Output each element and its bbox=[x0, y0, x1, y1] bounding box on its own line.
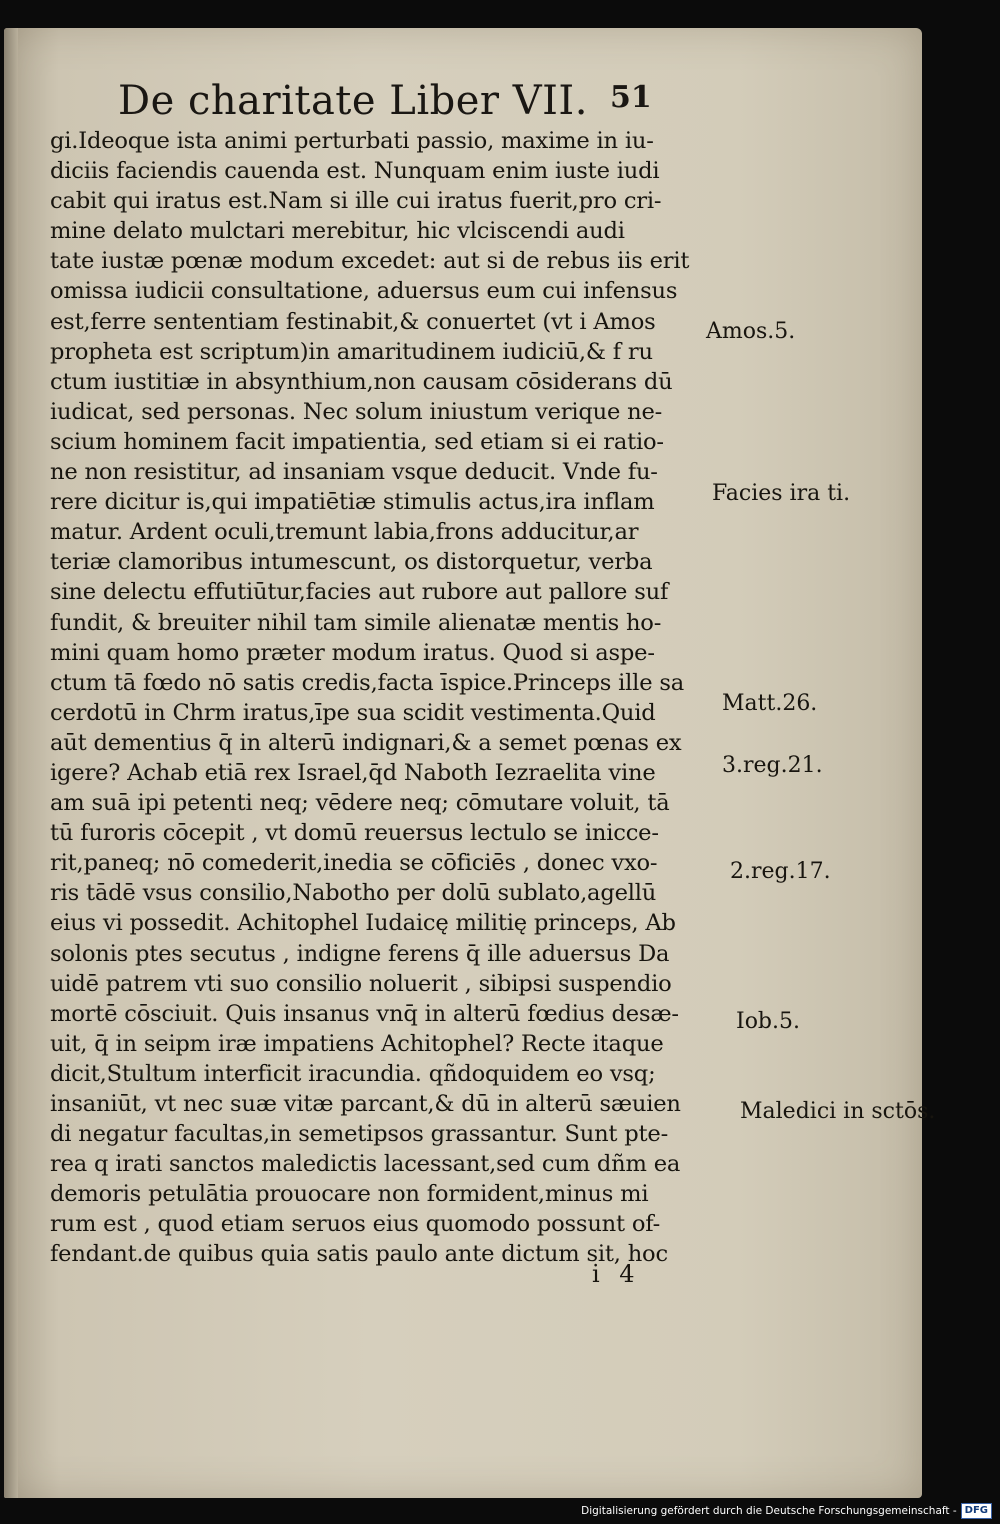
margin-note-2-reg: 2.reg.17. bbox=[730, 859, 831, 884]
text-line: scium hominem facit impatientia, sed etiam si ei ratio- bbox=[50, 428, 664, 455]
text-line: aūt dementius q̄ in alterū indignari,& a semet pœnas ex bbox=[50, 729, 682, 756]
margin-note-matt: Matt.26. bbox=[722, 691, 818, 716]
text-line: ris tādē vsus consilio,Nabotho per dolū sublato,agellū bbox=[50, 880, 657, 907]
text-line: insaniūt, vt nec suæ vitæ parcant,& dū in alterū sæuien bbox=[50, 1091, 681, 1117]
text-line: igere? Achab etiā rex Israel,q̄d Naboth Iezraelita vine bbox=[50, 759, 656, 786]
margin-note-iob: Iob.5. bbox=[736, 1009, 801, 1034]
signature-mark: i 4 bbox=[592, 1260, 641, 1288]
text-line: uit, q̄ in seipm iræ impatiens Achitophel? Recte itaque bbox=[50, 1030, 664, 1057]
text-line: diciis faciendis cauenda est. Nunquam enim iuste iudi bbox=[50, 158, 660, 185]
text-line: teriæ clamoribus intumescunt, os distorquetur, verba bbox=[50, 549, 653, 576]
footer-credit-text: Digitalisierung gefördert durch die Deutsche Forschungsgemeinschaft - bbox=[581, 1505, 957, 1517]
running-title: De charitate Liber VII. bbox=[118, 78, 588, 124]
text-line: est,ferre sententiam festinabit,& conuertet (vt i Amos bbox=[50, 308, 656, 335]
text-line: fundit, & breuiter nihil tam simile alienatæ mentis ho- bbox=[50, 609, 662, 636]
text-line: cabit qui iratus est.Nam si ille cui iratus fuerit,pro cri- bbox=[50, 188, 662, 215]
text-line: solonis ptes secutus , indigne ferens q̄ ille aduersus Da bbox=[50, 940, 670, 967]
text-line: ctum tā fœdo nō satis credis,facta īspice.Princeps ille sa bbox=[50, 669, 685, 696]
text-line: cerdotū in Chrm iratus,īpe sua scidit vestimenta.Quid bbox=[50, 699, 656, 726]
text-line: fendant.de quibus quia satis paulo ante dictum sit, hoc bbox=[50, 1241, 668, 1268]
text-line: rit,paneq; nō comederit,inedia se cōficiēs , donec vxo- bbox=[50, 850, 658, 877]
text-line: tate iustæ pœnæ modum excedet: aut si de rebus iis erit bbox=[50, 248, 690, 275]
text-line: rea q irati sanctos maledictis lacessant,sed cum dñm ea bbox=[50, 1151, 681, 1178]
text-line: am suā ipi petenti neq; vēdere neq; cōmutare voluit, tā bbox=[50, 790, 670, 817]
text-line: ctum iustitiæ in absynthium,non causam cōsiderans dū bbox=[50, 368, 673, 395]
margin-note-facies-irati: Facies ira ti. bbox=[712, 481, 851, 506]
text-line: propheta est scriptum)in amaritudinem iudiciū,& f ru bbox=[50, 338, 653, 365]
text-line: mortē cōsciuit. Quis insanus vnq̄ in alterū fœdius desæ- bbox=[50, 1000, 679, 1027]
text-line: di negatur facultas,in semetipsos grassantur. Sunt pte- bbox=[50, 1121, 669, 1148]
text-line: eius vi possedit. Achitophel Iudaicę militię princeps, Ab bbox=[50, 910, 676, 937]
text-line: mini quam homo præter modum iratus. Quod si aspe- bbox=[50, 639, 655, 666]
margin-note-maledici: Maledici in sctōs. bbox=[740, 1099, 936, 1124]
text-line: ne non resistitur, ad insaniam vsque deducit. Vnde fu- bbox=[50, 459, 658, 486]
text-line: matur. Ardent oculi,tremunt labia,frons adducitur,ar bbox=[50, 519, 639, 546]
margin-note-3-reg: 3.reg.21. bbox=[722, 753, 823, 778]
folio-number: 51 bbox=[610, 80, 652, 115]
dfg-logo: DFG bbox=[961, 1503, 992, 1519]
text-line: sine delectu effutiūtur,facies aut rubore aut pallore suf bbox=[50, 579, 669, 606]
text-line: rum est , quod etiam seruos eius quomodo possunt of- bbox=[50, 1211, 661, 1238]
text-line: tū furoris cōcepit , vt domū reuersus lectulo se inicce- bbox=[50, 820, 659, 847]
text-line: omissa iudicii consultatione, aduersus eum cui infensus bbox=[50, 278, 678, 305]
text-line: uidē patrem vti suo consilio noluerit , sibipsi suspendio bbox=[50, 970, 672, 997]
margin-note-amos: Amos.5. bbox=[706, 319, 796, 344]
body-text bbox=[50, 126, 750, 1270]
footer-credit bbox=[581, 1502, 992, 1520]
text-line: mine delato mulctari merebitur, hic vlciscendi audi bbox=[50, 218, 625, 245]
text-line: demoris petulātia prouocare non formident,minus mi bbox=[50, 1181, 649, 1208]
text-line: rere dicitur is,qui impatiētiæ stimulis actus,ira inflam bbox=[50, 489, 655, 516]
text-line: iudicat, sed personas. Nec solum iniustum verique ne- bbox=[50, 398, 663, 425]
page-header bbox=[118, 70, 708, 134]
text-line: dicit,Stultum interficit iracundia. qñdoquidem eo vsq; bbox=[50, 1060, 656, 1087]
text-line: gi.Ideoque ista animi perturbati passio, maxime in iu- bbox=[50, 128, 654, 154]
